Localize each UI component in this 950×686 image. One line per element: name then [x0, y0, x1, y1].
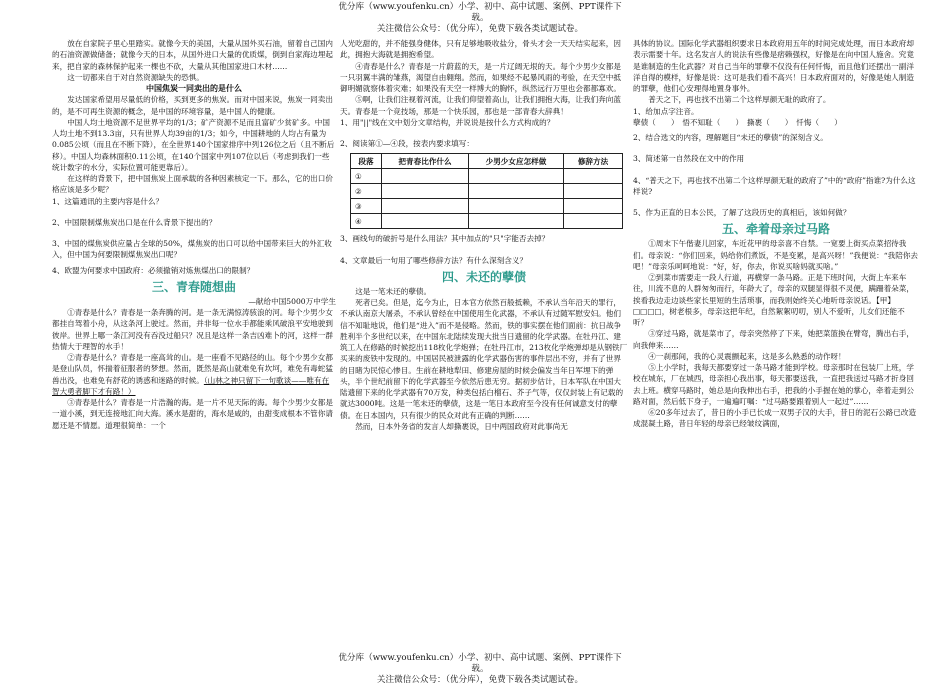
question-1-blanks: 孽债（ ） 悟不知耻（ ） 撕裹（ ） 忏悔（ ） — [633, 117, 842, 127]
table-header: 少男少女应怎样做 — [469, 154, 564, 169]
question-4: 4、“普天之下，再也找不出第二个这样厚颜无耻的政府了”中的“政府”指谁?为什么这样说? — [633, 175, 916, 196]
paragraph: 这是一笔未还的孽债。 — [355, 286, 432, 296]
table-header: 修辞方法 — [564, 154, 623, 169]
article-title: 中国焦炭一同卖出的是什么 — [146, 83, 242, 93]
paragraph: ①周末下午偕妻儿回家，车近花甲的母亲喜不自禁。一宽要上街买点菜招待我们。母亲说：“你们回来，妈给你们煮饭，不是变累，是高兴呀！”我便说：“我陪你去吧！”母亲乐呵呵地说：“好，好，你去，你说买啥妈就买啥。” — [633, 239, 919, 271]
paragraph: 发达国家希望用尽量低的价格，买到更多的焦炭。而对中国来说，焦炭一同卖出的，是不可再生资源的概念，是中国的环境容量，是中国人的健康。 — [52, 95, 333, 116]
question-1: 1、用"||"线在文中划分文章结构，并说说是按什么方式构成的？ — [340, 117, 555, 127]
footer-line-2: 关注微信公众号：（优分库），免费下载各类试题试卷。 — [376, 675, 584, 685]
paragraph: 中国人均土地资源不足世界平均的1/3；矿产资源不足而且富矿少贫矿多。中国人均土地不到13.3亩，只有世界人均39亩的1/3；如今，中国耕地的人均占有量为0.085公顷（而且在不断下降），在全世界140个国家排序中列126位之后（且不断后移）。中国人均森林面积0.11公顷，在140个国家中列107位以后（考虑到我们一些统计数字的水分，实际位置可能更靠后）。 — [52, 117, 335, 172]
section-5-title: 五、牵着母亲过马路 — [721, 222, 830, 237]
question-2: 2、中国限制煤焦炭出口是在什么背景下提出的？ — [52, 217, 217, 227]
table-row: ③ — [351, 199, 623, 214]
paragraph: 普天之下，再也找不出第二个这样厚颜无耻的政府了。 — [648, 95, 831, 105]
underlined-sentence: （山林之神只留下一句歌谈——唯有在智大勇者脚下才有路！） — [52, 375, 330, 396]
paragraph: 放在自家院子里心里踏实。就像今天的美国，大量从国外买石油，留着自己国内的石油资源做储备；就像今天的日本，从国外进口大量的优质煤，倒到自家海边埋起来，把自家的森林保护起来一棵也不砍，大量从其他国家进口木材…… — [52, 39, 333, 71]
table-row: ① — [351, 169, 623, 184]
header-line-2: 关注微信公众号：（优分库），免费下载各类试题试卷。 — [376, 24, 584, 34]
paragraph: ⑤上小学时，我每天都要穿过一条马路才能到学校。母亲那时在包装厂上班，学校在城东，厂在城西，母亲担心我出事，每天都要送我，一直把我送过马路才折身回去上班。横穿马路时，她总是向我伸出右手，把我的小手握在她的掌心，牵着走到公路对面，然后低下身子，一遍遍叮嘱：“过马路要跟着别人一起过”…… — [633, 363, 914, 406]
paragraph: ③青春是什么？青春是一片浩瀚的海。是一片不见天际的海。每个少男少女都是一道小溪，到无连接地汇向大海。溪水是甜的，海水是咸的，由甜变成根本不管你请愿还是不情愿。道理很简单：一个 — [52, 398, 333, 430]
question-5: 5、作为正直的日本公民，了解了这段历史的真相后，该如何做？ — [633, 208, 851, 217]
question-3: 3、中国的煤焦炭供应量占全球的50%，煤焦炭的出口可以给中国带来巨大的外汇收入，但中国为何要限制煤焦炭出口呢？ — [52, 239, 332, 260]
paragraph: 然而，日本外务省的发言人却撕裹说，日中两国政府对此事尚无 — [355, 421, 568, 431]
column-1 — [52, 38, 336, 431]
question-1: 1、这篇通讯的主要内容是什么？ — [52, 196, 164, 206]
paragraph: ②到菜市需要走一段人行道，再横穿一条马路。正是下班时间，大街上车来车往，川流不息的人群匆匆而行，年龄大了，母亲的双腿显得很不灵便，蹒跚着朵菜，挨看我边走边谈些家长里短的生活琐事，而我则始终关心地听母亲说话。【甲】□□□□，树老根多，母亲这把年纪，自然絮絮叨叨，别人不爱听，儿女们还能不听？ — [633, 273, 914, 327]
question-2: 2、阅读第①—④段，按表内要求填写： — [340, 139, 474, 148]
paragraph: ③穿过马路，就是菜市了，母亲突然停了下来，她把菜篮换在臂弯，腾出右手，向我伸来…… — [633, 329, 914, 350]
footer-line-1: 优分库（www.youfenku.cn）小学、初中、高中试题、案例、PPT课件下载。 — [338, 653, 622, 674]
question-1: 1、给加点字注音。 — [633, 106, 699, 116]
section-3-subtitle: —献给中国5000万中学生 — [248, 296, 336, 306]
question-4: 4、欧盟为何要求中国政府：必须撤销对炼焦煤出口的限制？ — [52, 265, 255, 275]
page-footer — [330, 653, 630, 686]
paragraph: ②青春是什么？青春是一座高耸的山。是一座看不见路径的山。每个少男少女都是登山队员，怀揣着征服者的梦想。然而，既然是高山就难免有坎坷，难免有毒蛇猛兽出没，也难免有舒花的诱惑和迷路的时候。（山林之神只留下一句歌谈——唯有在智大勇者脚下才有路！） — [52, 353, 333, 396]
section-4-title: 四、未还的孽债 — [441, 269, 526, 284]
table-header: 把青春比作什么 — [382, 154, 469, 169]
table-header: 段落 — [351, 154, 382, 169]
table-row: ② — [351, 184, 623, 199]
question-3: 3、画线句的破折号是什么用法？其中加点的"只"字能否去掉？ — [340, 234, 550, 244]
paragraph: 死者已矣。但是，迄今为止，日本官方依然百般抵赖，不承认当年沿天的罪行，不承认南京大屠杀，不承认曾经在中国使用生化武器，不承认有过随军慰安妇。他们信不知耻地说，他们是“进入”而不是侵略。然而，铁的事实摆在他们面前：抗日战争胜利半个多世纪以来，在中国东北陆续发现大批当日遗留的化学武器。在牡丹江、建筑工人在修路的时候挖出118枚化学炮弹；在牡丹江市，213枚化学炮弹却是从钢铁厂买来的废铁中发现的。中国居民被泄露的化学武器伤害的事件层出不穷，并有了世界的目睹为民惊心惨目。生前在耕地犁田、修建房屋的时候会偏发当年日军埋下的弹头，半个世纪前留下的化学武器至今依然后患无穷。据初步估计，日本军队在中国大陆遗留下来的化学武器有70万发，种类包括白榴石、芥子气等，仅仅封装上有记载的就达3000吨。这是一笔未还的孽债，这是一笔日本政府至今没有任何诚意支付的孽债。在日本国内，只有很少的民众对此有正确的判断…… — [340, 298, 628, 420]
paragraph: 这一切都来自于对自然资源缺失的恐惧。 — [67, 72, 204, 82]
paragraph: ④青春是什么？青春是一片蔚蓝的天，是一片辽阔无垠的天。每个少男少女都是一只羽翼丰满的雏燕，渴望自由翱翔。然而，如果经不起暴风雨的考验，在天空中抵御明媚就察体着灾难；如果没有天空一样博大的胸怀，纵然远行万里也会都都寡欢。 — [340, 61, 621, 93]
paragraph: 人光吃甜的，并不能强身健体，只有足够地吸收盐分，骨头才会一天天结实起来，因此，拥抱大海就是拥抱希望。 — [340, 39, 621, 60]
column-3 — [633, 38, 919, 430]
column-2 — [340, 38, 628, 432]
answer-table — [350, 153, 623, 229]
question-3: 3、简述第一自然段在文中的作用 — [633, 154, 745, 164]
paragraph: 在这样的背景下，把中国焦炭上面承载的各种因素核定一下。那么，它的出口价格应该是多少呢？ — [52, 174, 333, 195]
question-4: 4、文章最后一句用了哪些修辞方法？有什么深刻含义？ — [340, 255, 528, 265]
paragraph: ⑤啊，让我们注视着河流，让我们仰望着高山，让我们拥抱大海，让我们奔向蓝天。青春是一个竞技场，那是一个快乐园，那也是一部青春大辞典！ — [340, 95, 621, 116]
paragraph: ④一刹那间，我的心灵震颤起来，这是多么熟悉的动作呀！ — [648, 351, 846, 361]
page-header — [330, 2, 630, 35]
question-2: 2、结合选文的内容，理解题目“未还的孽债”的深刻含义。 — [633, 133, 828, 142]
paragraph: ⑥20多年过去了，昔日的小手已长成一双男子汉的大手，昔日的泥石公路已改造成混凝土路，昔日年轻的母亲已经皱纹满面， — [633, 408, 917, 429]
table-row: ④ — [351, 214, 623, 229]
section-3-title: 三、青春随想曲 — [151, 279, 236, 294]
paragraph: ①青春是什么？青春是一条奔腾的河。是一条无满惊涛骇浪的河。每个少男少女都挂自驾着小舟，从这条河上驶过。然而，并非每一位水手都能乘风破浪平安地驶到彼岸。世界上哪一条江河没有吞没过船只？况且是这样一条吉凶难卜的河，这样一群热情大于理智的水手！ — [52, 308, 333, 351]
paragraph: 具体的协议。国际化学武器组织要求日本政府用五年的时间完成处理，而日本政府却表示需要十年。这名发言人的说法有些像是痞赖强权，好像是在向中国人施舍。究竟是谁制造的生化武器？对自己当年的罪孽不仅没有任何忏悔，而且他们还摆出一副洋洋自得的模样，好像是说：这可是我们看不高兴！日本政府面对的，好像是她人制造的罪孽，他们心安理得地置身事外。 — [633, 39, 914, 93]
header-line-1: 优分库（www.youfenku.cn）小学、初中、高中试题、案例、PPT课件下载。 — [338, 2, 622, 23]
